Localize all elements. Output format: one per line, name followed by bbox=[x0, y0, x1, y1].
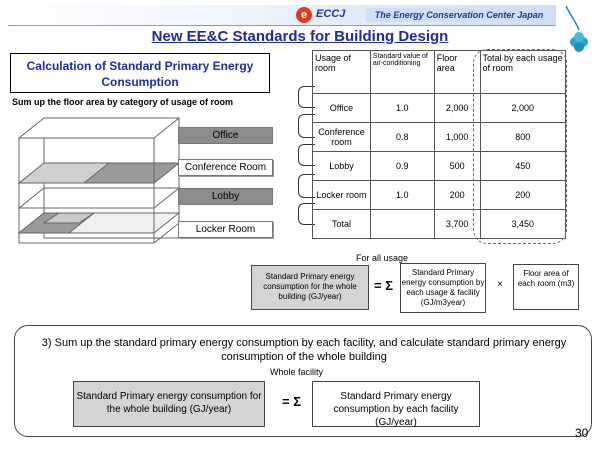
header-usage: Usage of room bbox=[313, 51, 371, 94]
label-office: Office bbox=[178, 127, 273, 144]
page-title: New EE&C Standards for Building Design bbox=[151, 28, 449, 45]
header-standard-value: Standard value of air-conditioning bbox=[370, 51, 434, 94]
step3-text: 3) Sum up the standard primary energy consumption by each facility, and calculate standard primary energy consumption of the whole building bbox=[41, 337, 567, 363]
formula1-caption: For all usage bbox=[356, 253, 409, 263]
formula2-right-box: Standard Primary energy consumption by each facility (GJ/year) bbox=[312, 381, 480, 427]
org-name: The Energy Conservation Center Japan bbox=[366, 8, 552, 22]
cell: 3,700 bbox=[434, 210, 480, 239]
header-floor-area: Floor area bbox=[434, 51, 480, 94]
cell: 1.0 bbox=[370, 94, 434, 123]
label-conference-room: Conference Room bbox=[178, 159, 273, 176]
formula1-middle-box: Standard Primary energy consumption by each usage & facility (GJ/m3year) bbox=[400, 263, 486, 313]
cell: Locker room bbox=[313, 181, 371, 210]
header-divider bbox=[8, 25, 556, 26]
cell: 1,000 bbox=[434, 123, 480, 152]
cell: Office bbox=[313, 94, 371, 123]
eccj-logo-icon: e bbox=[296, 7, 312, 23]
label-lobby: Lobby bbox=[178, 188, 273, 205]
logo-text: ECCJ bbox=[316, 8, 346, 20]
formula1-equals-sigma: = Σ bbox=[374, 278, 394, 293]
formula2-caption: Whole facility bbox=[270, 367, 324, 377]
cell: 0.9 bbox=[370, 152, 434, 181]
formula1-times: × bbox=[497, 279, 503, 290]
label-locker-room: Locker Room bbox=[178, 221, 273, 238]
formula2-left-box: Standard Primary energy consumption for the whole building (GJ/year) bbox=[73, 381, 265, 427]
cell: 500 bbox=[434, 152, 480, 181]
header-total: Total by each usage of room bbox=[480, 51, 565, 94]
total-column-highlight bbox=[473, 49, 567, 244]
cell: 2,000 bbox=[434, 94, 480, 123]
cell: 450 bbox=[480, 152, 565, 181]
cell: 3,450 bbox=[480, 210, 565, 239]
cell bbox=[370, 210, 434, 239]
cell: Conference room bbox=[313, 123, 371, 152]
formula1-right-box: Floor area of each room (m3) bbox=[513, 264, 579, 310]
cell: 200 bbox=[434, 181, 480, 210]
cell: 200 bbox=[480, 181, 565, 210]
cell: Lobby bbox=[313, 152, 371, 181]
sum-up-instruction: Sum up the floor area by category of usage of room bbox=[12, 97, 234, 107]
cell: 2,000 bbox=[480, 94, 565, 123]
cell: 800 bbox=[480, 123, 565, 152]
cell: 0.8 bbox=[370, 123, 434, 152]
formula1-left-box: Standard Primary energy consumption for the whole building (GJ/year) bbox=[251, 265, 369, 310]
cell: 1.0 bbox=[370, 181, 434, 210]
cell: Total bbox=[313, 210, 371, 239]
page-number: 30 bbox=[575, 426, 589, 440]
formula2-equals-sigma: = Σ bbox=[282, 394, 302, 409]
building-diagram bbox=[14, 113, 184, 248]
calc-heading-box: Calculation of Standard Primary Energy Consumption bbox=[10, 53, 270, 93]
